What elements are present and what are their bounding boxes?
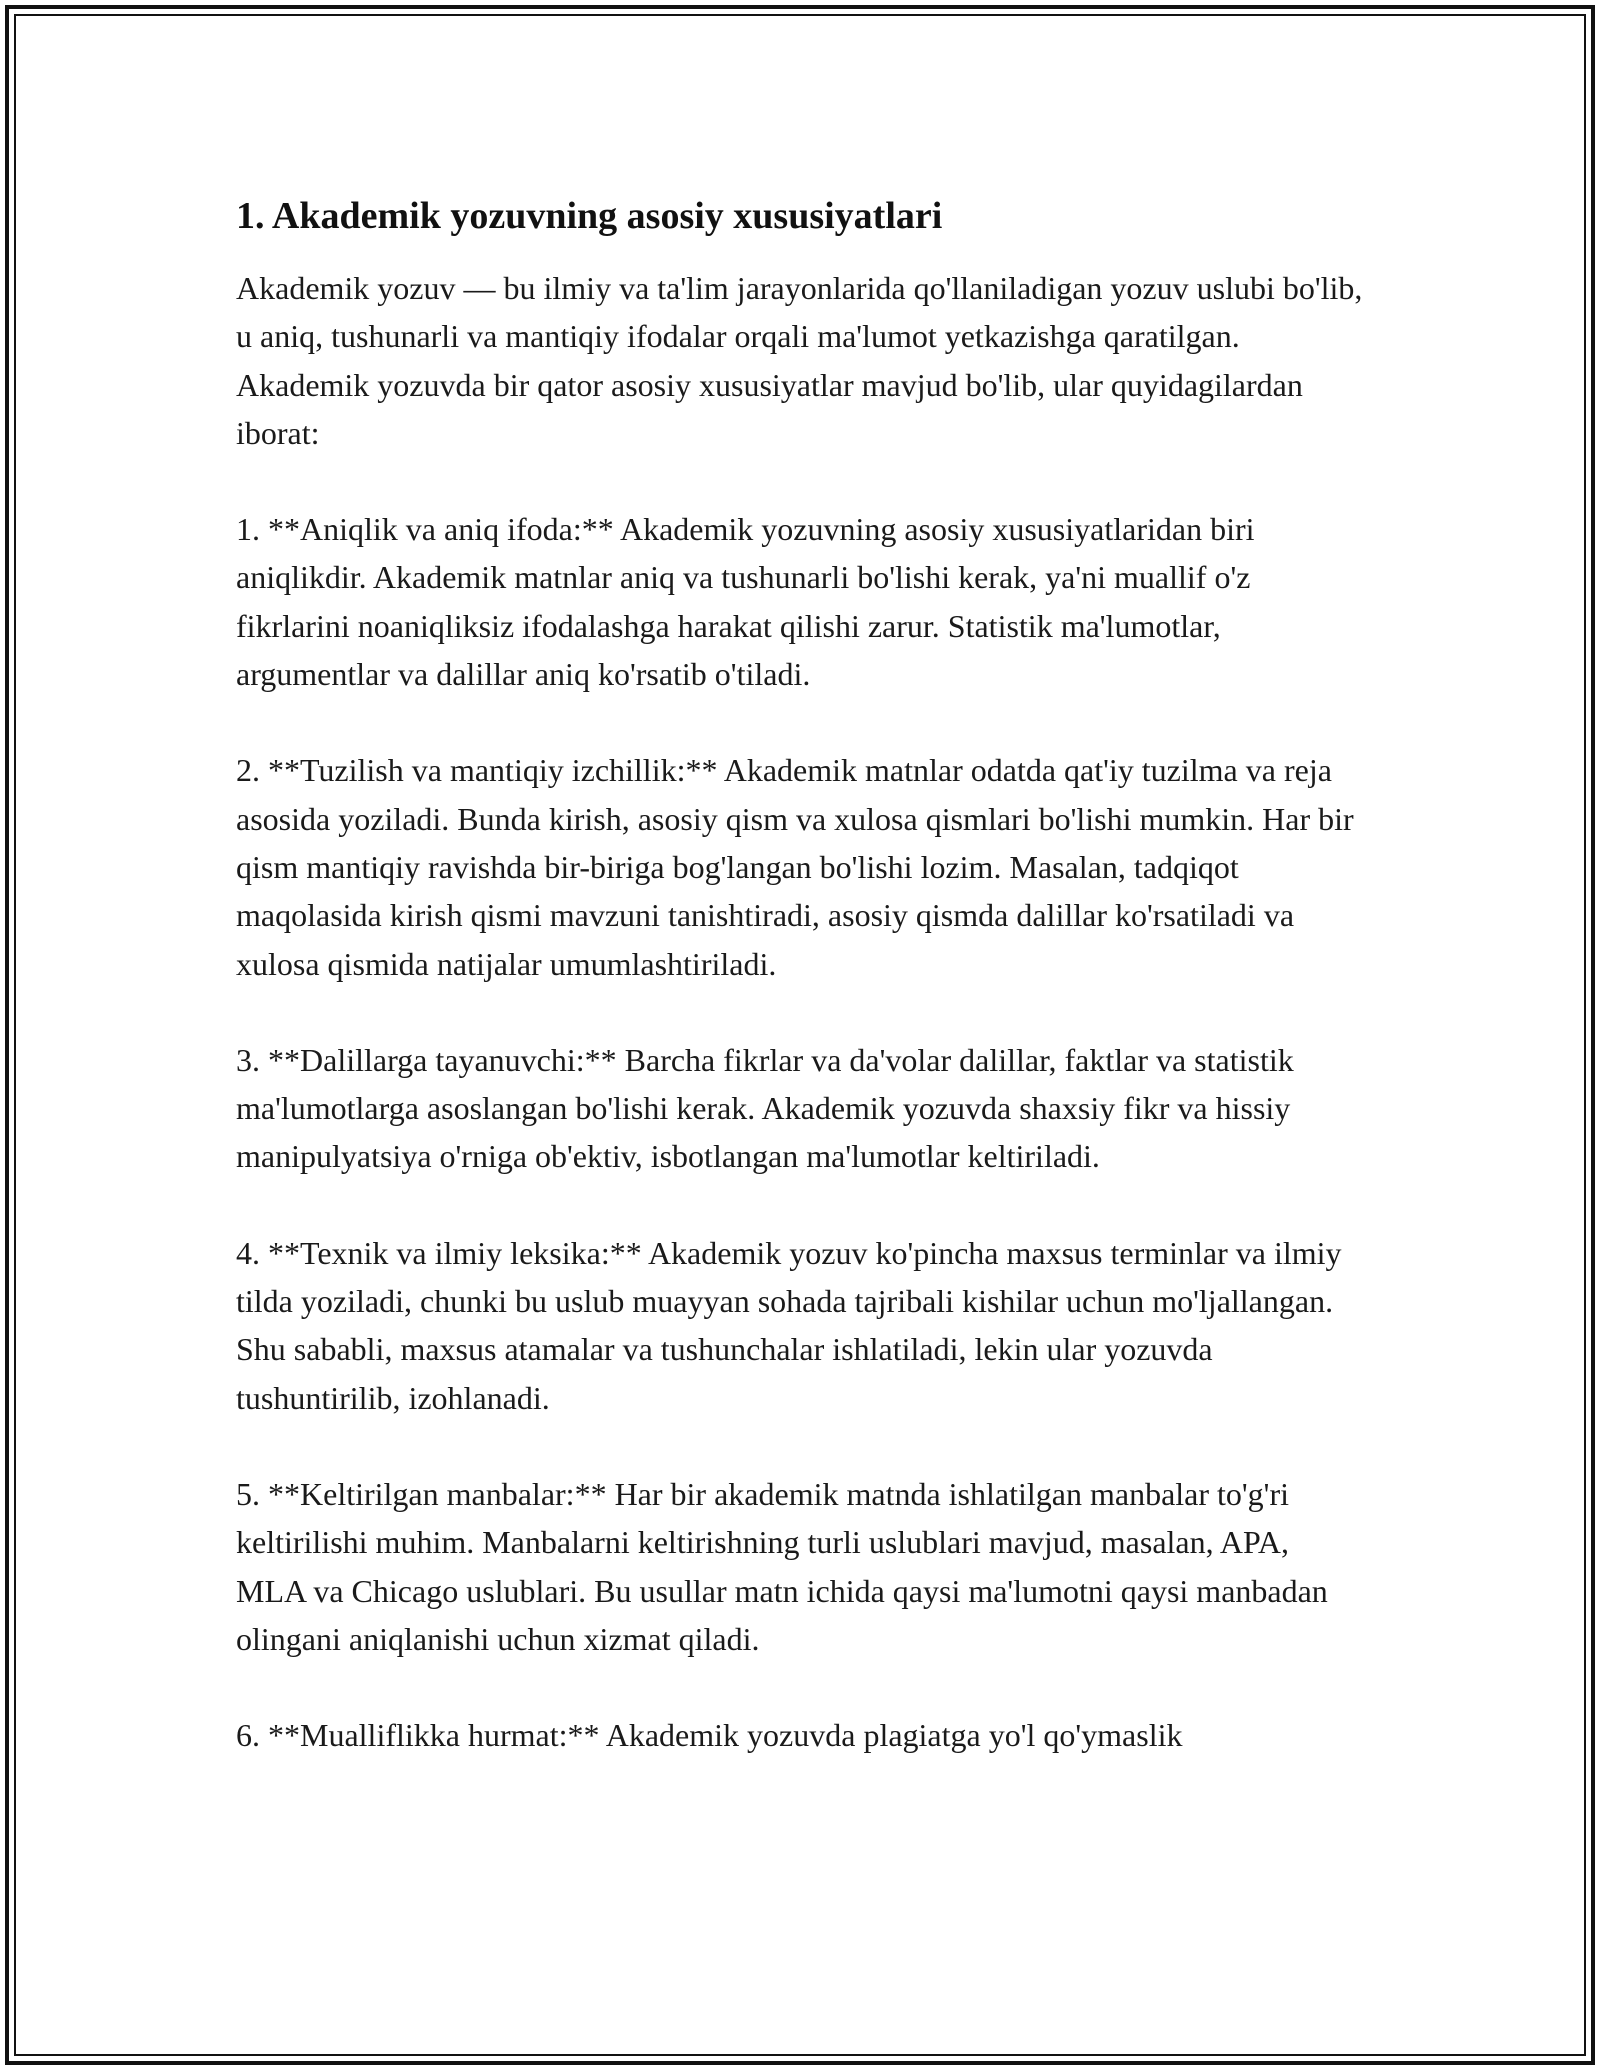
document-body bbox=[236, 188, 1366, 1807]
list-item-sources: 5. **Keltirilgan manbalar:** Har bir akademik matnda ishlatilgan manbalar to'g'ri keltirilishi muhim. Manbalarni keltirishning turli uslublari mavjud, masalan, APA, MLA va Chicago uslublari. Bu usullar matn ichida qaysi ma'lumotni qaysi manbadan olingani aniqlanishi uchun xizmat qiladi. bbox=[236, 1475, 1328, 1657]
list-item-precision: 1. **Aniqlik va aniq ifoda:** Akademik yozuvning asosiy xususiyatlaridan biri aniqlikdir. Akademik matnlar aniq va tushunarli bo'lishi kerak, ya'ni muallif o'z fikrlarini noaniqliksiz ifodalashga harakat qilishi zarur. Statistik ma'lumotlar, argumentlar va dalillar aniq ko'rsatib o'tiladi. bbox=[236, 511, 1255, 693]
list-item-authorship: 6. **Mualliflikka hurmat:** Akademik yozuvda plagiatga yo'l qo'ymaslik bbox=[236, 1717, 1183, 1754]
list-item-lexicon: 4. **Texnik va ilmiy leksika:** Akademik yozuv ko'pincha maxsus terminlar va ilmiy tilda yoziladi, chunki bu uslub muayyan sohada tajribali kishilar uchun mo'ljallangan. Shu sababli, maxsus atamalar va tushunchalar ishlatiladi, lekin ular yozuvda tushuntirilib, izohlanadi. bbox=[236, 1234, 1342, 1416]
list-item-structure: 2. **Tuzilish va mantiqiy izchillik:** Akademik matnlar odatda qat'iy tuzilma va reja asosida yoziladi. Bunda kirish, asosiy qism va xulosa qismlari bo'lishi mumkin. Har bir qism mantiqiy ravishda bir-biriga bog'langan bo'lishi lozim. Masalan, tadqiqot maqolasida kirish qismi mavzuni tanishtiradi, asosiy qismda dalillar ko'rsatiladi va xulosa qismida natijalar umumlashtiriladi. bbox=[236, 752, 1354, 982]
intro-paragraph: Akademik yozuv — bu ilmiy va ta'lim jarayonlarida qo'llaniladigan yozuv uslubi bo'lib, u aniq, tushunarli va mantiqiy ifodalar orqali ma'lumot yetkazishga qaratilgan. Akademik yozuvda bir qator asosiy xususiyatlar mavjud bo'lib, ular quyidagilardan iborat: bbox=[236, 270, 1363, 451]
section-title: 1. Akademik yozuvning asosiy xususiyatlari bbox=[236, 195, 943, 237]
list-item-evidence: 3. **Dalillarga tayanuvchi:** Barcha fikrlar va da'volar dalillar, faktlar va statistik ma'lumotlarga asoslangan bo'lishi kerak. Akademik yozuvda shaxsiy fikr va hissiy manipulyatsiya o'rniga ob'ektiv, isbotlangan ma'lumotlar keltiriladi. bbox=[236, 1041, 1294, 1175]
